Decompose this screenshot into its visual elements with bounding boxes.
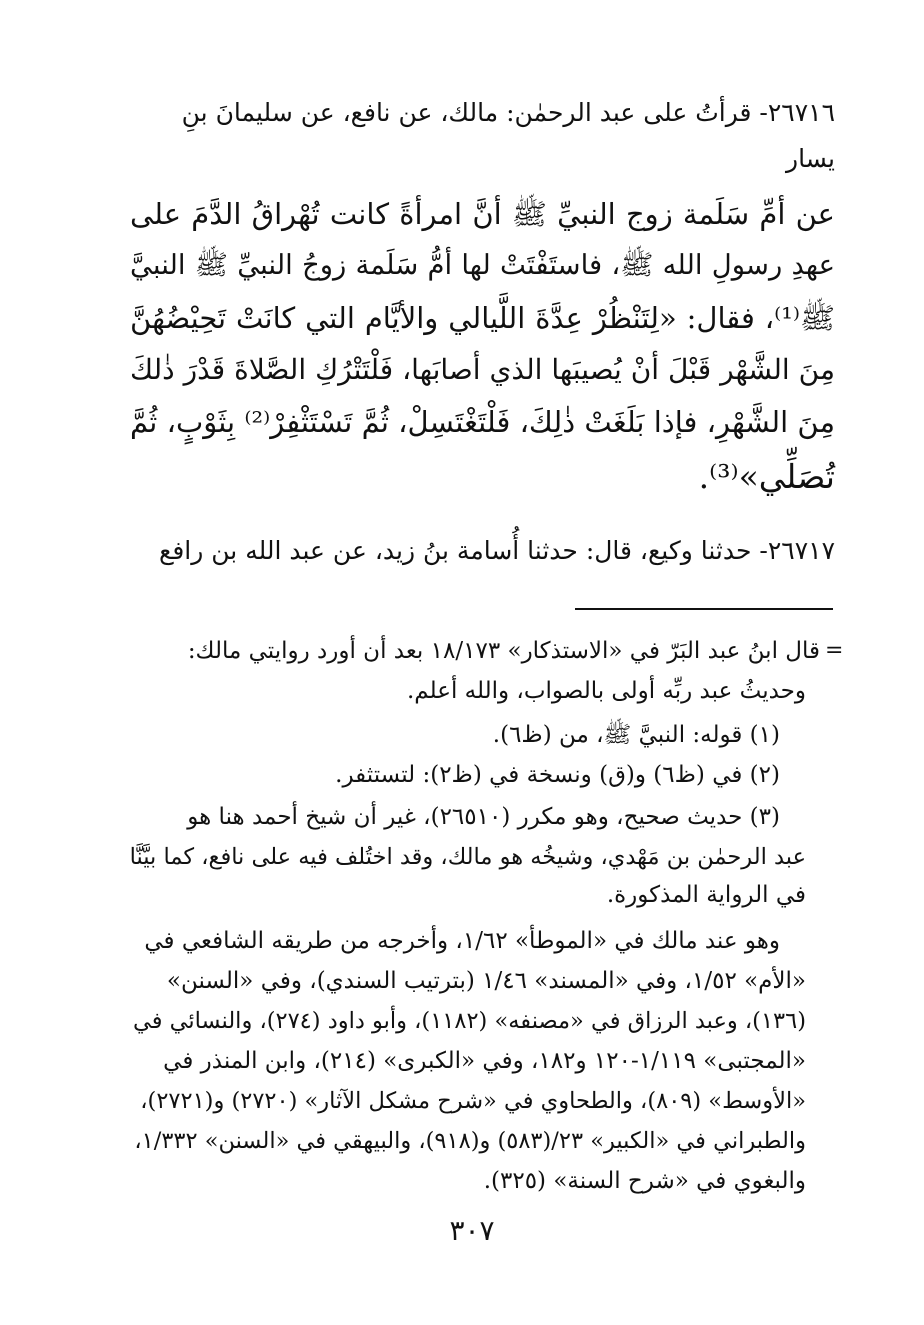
footnote-3-cont-line-3: (١٣٦)، وعبد الرزاق في «مصنفه» (١١٨٢)، وأبو داود (٢٧٤)، والنسائي في [132,1008,806,1034]
footnote-2: (٢) في (ظ٦) و(ق) ونسخة في (ظ٢): لتستثفر. [335,762,780,788]
hadith-body-line-1: عن أمِّ سَلَمة زوج النبيِّ ﷺ أنَّ امرأةً كانت تُهْراقُ الدَّمَ على [130,197,835,231]
footnote-3-cont-line-7: والبغوي في «شرح السنة» (٣٢٥). [483,1168,806,1194]
hadith-26716-heading [130,98,835,173]
footnote-separator [575,608,833,610]
hadith-body-line-6: تُصَلِّي»⁽³⁾. [698,457,835,496]
hadith-26717-heading [130,538,835,572]
footnote-1: (١) قوله: النبيَّ ﷺ، من (ظ٦). [492,722,780,748]
footnote-3-cont-line-5: «الأوسط» (٨٠٩)، والطحاوي في «شرح مشكل الآثار» (٢٧٢٠) و(٢٧٢١)، [140,1088,806,1114]
footnote-3-cont-line-2: «الأم» ١/٥٢، وفي «المسند» ١/٤٦ (بترتيب السندي)، وفي «السنن» [166,968,806,994]
hadith-body-line-2: عهدِ رسولِ الله ﷺ، فاستَفْتَتْ لها أمُّ سَلَمة زوجُ النبيِّ ﷺ النبيَّ [130,249,835,281]
footnote-continuation-line-2: وحديثُ عبد ربِّه أولى بالصواب، والله أعلم. [406,678,806,704]
hadith-26717-heading-line-1: ٢٦٧١٧- حدثنا وكيع، قال: حدثنا أُسامة بنُ زيد، عن عبد الله بن رافع [159,536,835,565]
page-number: ٣٠٧ [449,1214,495,1247]
footnote-3-cont-line-6: والطبراني في «الكبير» ٢٣/(٥٨٣) و(٩١٨)، والبيهقي في «السنن» ١/٣٣٢، [134,1128,806,1154]
hadith-body-line-3: ﷺ⁽¹⁾، فقال: «لِتَنْظُرْ عِدَّةَ اللَّيالي والأيَّام التي كانَتْ تَحِيْضُهُنَّ [130,301,835,335]
hadith-26716-body [130,197,835,510]
footnote-continuation-mark: = [825,638,844,663]
hadith-26716-heading-line-2: يسار [786,144,835,173]
footnote-continuation-line-1: قال ابنُ عبد البَرّ في «الاستذكار» ١٨/١٧٣ بعد أن أورد روايتي مالك: [187,638,820,664]
footnote-3-line-1: (٣) حديث صحيح، وهو مكرر (٢٦٥١٠)، غير أن شيخ أحمد هنا هو [187,804,780,830]
hadith-body-line-4: مِنَ الشَّهْر قَبْلَ أنْ يُصيبَها الذي أصابَها، فَلْتَتْرُكِ الصَّلاةَ قَدْرَ ذٰلكَ [130,353,835,386]
footnote-3-cont-line-4: «المجتبى» ١/١١٩-١٢٠ و١٨٢، وفي «الكبرى» (٢١٤)، وابن المنذر في [163,1048,806,1074]
footnote-3-line-2: عبد الرحمٰن بن مَهْدي، وشيخُه هو مالك، وقد اختُلف فيه على نافع، كما بيَّنَّا [129,844,806,870]
footnotes-block [130,640,820,1210]
hadith-26716-heading-line-1: ٢٦٧١٦- قرأتُ على عبد الرحمٰن: مالك، عن نافع، عن سليمانَ بنِ [181,98,835,127]
footnote-3-cont-line-1: وهو عند مالك في «الموطأ» ١/٦٢، وأخرجه من طريقه الشافعي في [144,928,780,954]
hadith-body-line-5: مِنَ الشَّهْرِ، فإذا بَلَغَتْ ذٰلِكَ، فَلْتَغْتَسِلْ، ثُمَّ تَسْتَثْفِرْ⁽²⁾ بِثَوْبٍ، ثُمَّ [130,405,835,439]
footnote-3-line-3: في الرواية المذكورة. [606,882,806,908]
